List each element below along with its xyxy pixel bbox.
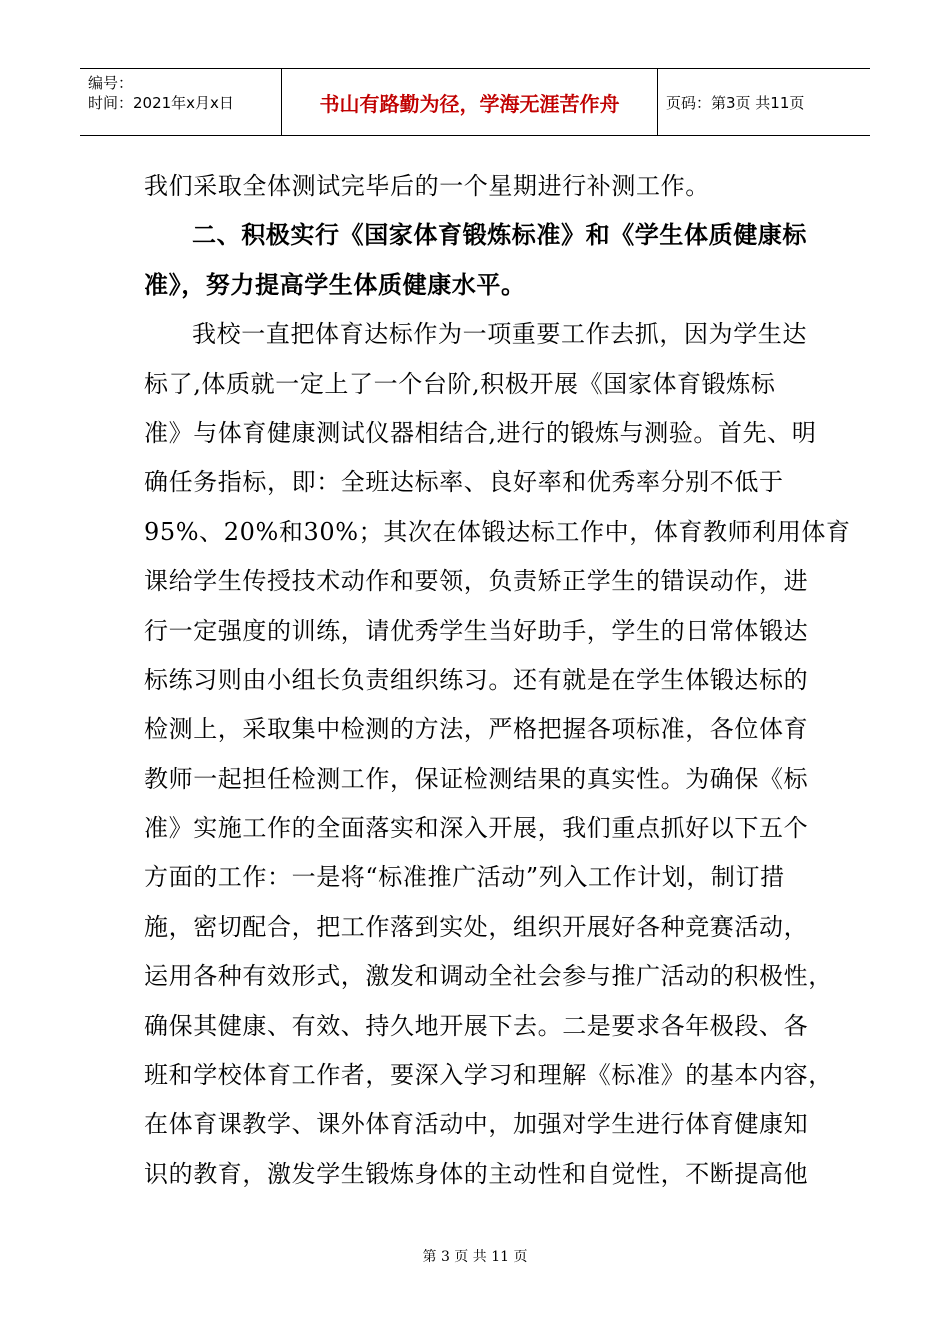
body-line: 课给学生传授技术动作和要领，负责矫正学生的错误动作，进: [144, 567, 809, 596]
body-line: 准》实施工作的全面落实和深入开展，我们重点抓好以下五个: [144, 814, 809, 843]
body-line: 运用各种有效形式，激发和调动全社会参与推广活动的积极性，: [144, 962, 833, 991]
body-line: 在体育课教学、课外体育活动中，加强对学生进行体育健康知: [144, 1110, 809, 1139]
body-line: 确任务指标，即：全班达标率、良好率和优秀率分别不低于: [144, 468, 784, 497]
body-line: 班和学校体育工作者，要深入学习和理解《标准》的基本内容，: [144, 1061, 833, 1090]
page-header: [80, 68, 870, 136]
body-line: 标练习则由小组长负责组织练习。还有就是在学生体锻达标的: [144, 665, 809, 694]
body-line: 95%、20%和30%；其次在体锻达标工作中，体育教师利用体育: [144, 517, 851, 546]
body-line: 我们采取全体测试完毕后的一个星期进行补测工作。: [144, 172, 710, 200]
body-line: 标了,体质就一定上了一个台阶,积极开展《国家体育锻炼标: [144, 369, 776, 398]
header-meta: [80, 69, 282, 135]
section-heading-line: 准》，努力提高学生体质健康水平。: [144, 270, 526, 299]
body-line: 施，密切配合，把工作落到实处，组织开展好各种竞赛活动，: [144, 912, 809, 941]
body-line: 教师一起担任检测工作，保证检测结果的真实性。为确保《标: [144, 764, 809, 793]
section-heading-line: 二、积极实行《国家体育锻炼标准》和《学生体质健康标: [192, 221, 807, 250]
body-line: 识的教育，激发学生锻炼身体的主动性和自觉性，不断提高他: [144, 1159, 809, 1188]
header-motto: 书山有路勤为径，学海无涯苦作舟: [282, 69, 658, 135]
body-line: 方面的工作：一是将“标准推广活动”列入工作计划，制订措: [144, 863, 785, 892]
body-line: 准》与体育健康测试仪器相结合,进行的锻炼与测验。首先、明: [144, 418, 817, 447]
body-line: 检测上，采取集中检测的方法，严格把握各项标准，各位体育: [144, 715, 809, 744]
header-page-number: 页码：第3页 共11页: [666, 93, 805, 112]
body-line: 确保其健康、有效、持久地开展下去。二是要求各年极段、各: [144, 1011, 809, 1040]
document-body: [144, 162, 851, 1199]
body-line: 我校一直把体育达标作为一项重要工作去抓，因为学生达: [192, 320, 807, 349]
body-line: 行一定强度的训练，请优秀学生当好助手，学生的日常体锻达: [144, 616, 809, 645]
page-footer: 第 3 页 共 11 页: [422, 1249, 528, 1265]
document-date: 时间：2021年x月x日: [88, 94, 234, 112]
document-number: 编号：: [88, 74, 134, 92]
